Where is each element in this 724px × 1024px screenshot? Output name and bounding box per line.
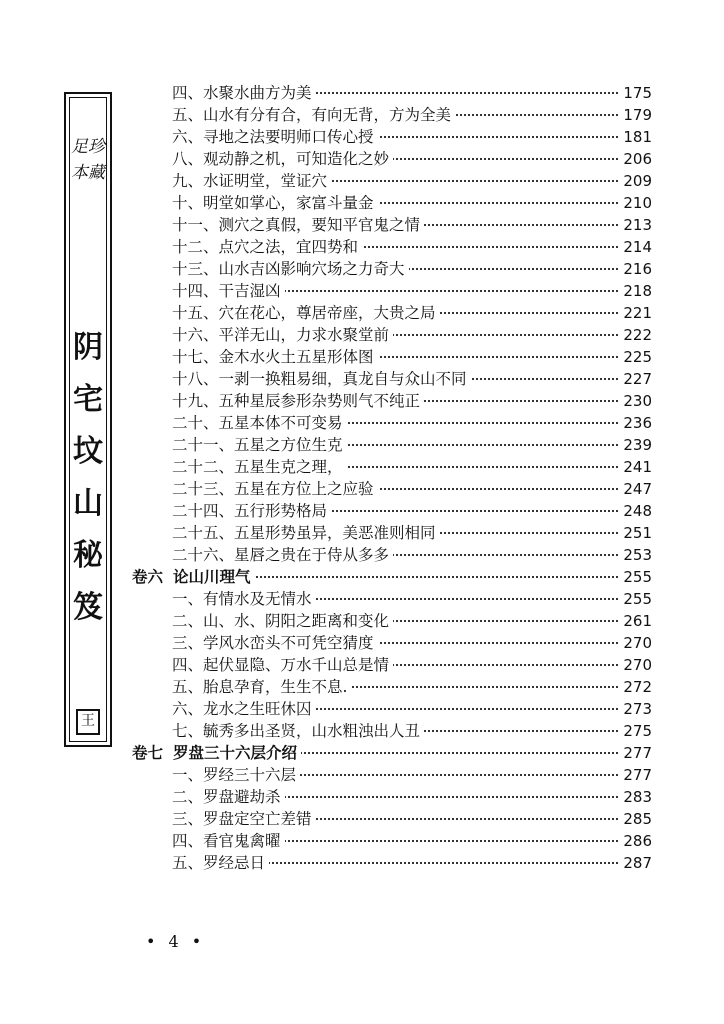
toc-title: 五、胎息孕育，生生不息. [172,676,351,698]
toc-page-number: 175 [618,82,652,104]
toc-entry-row [132,720,652,742]
toc-title: 五、山水有分有合，有向无背，方为全美 [172,104,455,126]
toc-title: 五、罗经忌日 [172,852,269,874]
toc-title: 十八、一剥一换粗易细，真龙自与众山不同 [172,368,471,390]
toc-title: 十三、山水吉凶影响穴场之力奇大 [172,258,409,280]
toc-entry-row [132,192,652,214]
toc-entry-row [132,368,652,390]
toc-chapter-row [132,566,652,588]
toc-title: 二十、五星本体不可变易 [172,412,347,434]
toc-page-number: 206 [618,148,652,170]
toc-page-number: 209 [618,170,652,192]
toc-entry-row [132,522,652,544]
toc-page-number: 285 [618,808,652,830]
toc-entry-row [132,280,652,302]
toc-page-number: 241 [618,456,652,478]
toc-page-number: 181 [618,126,652,148]
table-of-contents [132,82,652,874]
toc-title: 四、起伏显隐、万水千山总是情 [172,654,393,676]
toc-entry-row [132,236,652,258]
book-title-char: 笈 [73,590,103,625]
toc-page-number: 236 [618,412,652,434]
toc-page-number: 230 [618,390,652,412]
toc-title: 十七、金木水火土五星形体图 [172,346,378,368]
toc-title: 三、罗盘定空亡差错 [172,808,316,830]
toc-entry-row [132,214,652,236]
toc-page-number: 239 [618,434,652,456]
toc-page-number: 247 [618,478,652,500]
toc-page-number: 248 [618,500,652,522]
seal-stamp: 王 [76,709,100,735]
toc-title: 二、山、水、阴阳之距离和变化 [172,610,393,632]
toc-entry-row [132,148,652,170]
toc-title: 十一、测穴之真假，要知平官鬼之情 [172,214,424,236]
toc-page-number: 272 [618,676,652,698]
toc-chapter-row [132,742,652,764]
toc-page-number: 261 [618,610,652,632]
toc-page-number: 251 [618,522,652,544]
toc-title: 二十二、五星生克之理， [172,456,347,478]
book-title-char: 山 [73,486,103,521]
toc-page-number: 179 [618,104,652,126]
toc-entry-row [132,676,652,698]
toc-title: 六、龙水之生旺休囚 [172,698,316,720]
toc-entry-row [132,654,652,676]
toc-page-number: 210 [618,192,652,214]
toc-page-number: 255 [618,588,652,610]
toc-title: 一、有情水及无情水 [172,588,316,610]
chapter-title: 罗盘三十六层介绍 [173,743,298,762]
toc-title: 十四、干吉湿凶 [172,280,285,302]
book-title-char: 秘 [73,538,103,573]
toc-title: 十二、点穴之法，宜四势和 [172,236,362,258]
toc-entry-row [132,434,652,456]
toc-title: 三、学风水峦头不可凭空猜度 [172,632,378,654]
toc-title: 二十五、五星形势虽异，美恶准则相同 [172,522,440,544]
toc-title: 九、水证明堂，堂证穴 [172,170,331,192]
toc-title: 四、看官鬼禽曜 [172,830,285,852]
toc-page-number: 225 [618,346,652,368]
toc-page-number: 218 [618,280,652,302]
toc-entry-row [132,808,652,830]
toc-title: 十九、五种星辰参形杂势则气不纯正 [172,390,424,412]
toc-entry-row [132,258,652,280]
toc-entry-row [132,610,652,632]
toc-title: 十、明堂如掌心，家富斗量金 [172,192,378,214]
toc-title: 八、观动静之机，可知造化之妙 [172,148,393,170]
toc-entry-row [132,698,652,720]
toc-title [132,566,255,588]
toc-page-number: 270 [618,654,652,676]
toc-title: 六、寻地之法要明师口传心授 [172,126,378,148]
toc-page-number: 253 [618,544,652,566]
toc-page-number: 275 [618,720,652,742]
toc-title: 十六、平洋无山，力求水聚堂前 [172,324,393,346]
series-line-1: 足珍 [71,137,105,157]
toc-title: 二十一、五星之方位生克 [172,434,347,456]
book-title-char: 坟 [73,434,103,469]
toc-entry-row [132,302,652,324]
toc-entry-row [132,456,652,478]
series-line-2: 本藏 [71,163,105,183]
toc-page-number: 227 [618,368,652,390]
toc-page-number: 221 [618,302,652,324]
toc-entry-row [132,126,652,148]
toc-title: 二十六、星唇之贵在于侍从多多 [172,544,393,566]
chapter-label: 卷七 [132,743,164,762]
toc-page-number: 213 [618,214,652,236]
toc-entry-row [132,852,652,874]
toc-entry-row [132,544,652,566]
toc-page-number: 277 [618,764,652,786]
toc-page-number: 222 [618,324,652,346]
toc-page-number: 286 [618,830,652,852]
toc-entry-row [132,324,652,346]
toc-page-number: 277 [618,742,652,764]
toc-page-number: 270 [618,632,652,654]
toc-entry-row [132,632,652,654]
chapter-title: 论山川理气 [173,567,251,586]
toc-entry-row [132,764,652,786]
toc-title: 二十四、五行形势格局 [172,500,331,522]
toc-entry-row [132,104,652,126]
toc-page-number: 283 [618,786,652,808]
series-name [66,134,110,186]
toc-page-number: 216 [618,258,652,280]
toc-entry-row [132,82,652,104]
page-number: • 4 • [146,932,206,951]
book-title [66,322,110,634]
toc-title [132,742,301,764]
toc-page-number: 273 [618,698,652,720]
chapter-label: 卷六 [132,567,164,586]
toc-entry-row [132,390,652,412]
toc-entry-row [132,412,652,434]
toc-title: 十五、穴在花心，尊居帝座，大贵之局 [172,302,440,324]
toc-entry-row [132,588,652,610]
side-banner [64,92,112,747]
toc-page-number: 214 [618,236,652,258]
toc-title: 二十三、五星在方位上之应验 [172,478,378,500]
toc-title: 四、水聚水曲方为美 [172,82,316,104]
book-title-char: 阴 [73,330,103,365]
toc-entry-row [132,830,652,852]
toc-entry-row [132,346,652,368]
toc-entry-row [132,478,652,500]
toc-title: 七、毓秀多出圣贤，山水粗浊出人丑 [172,720,424,742]
toc-title: 二、罗盘避劫杀 [172,786,285,808]
toc-entry-row [132,786,652,808]
book-title-char: 宅 [73,382,103,417]
toc-entry-row [132,500,652,522]
toc-title: 一、罗经三十六层 [172,764,300,786]
toc-page-number: 287 [618,852,652,874]
toc-page-number: 255 [618,566,652,588]
toc-entry-row [132,170,652,192]
